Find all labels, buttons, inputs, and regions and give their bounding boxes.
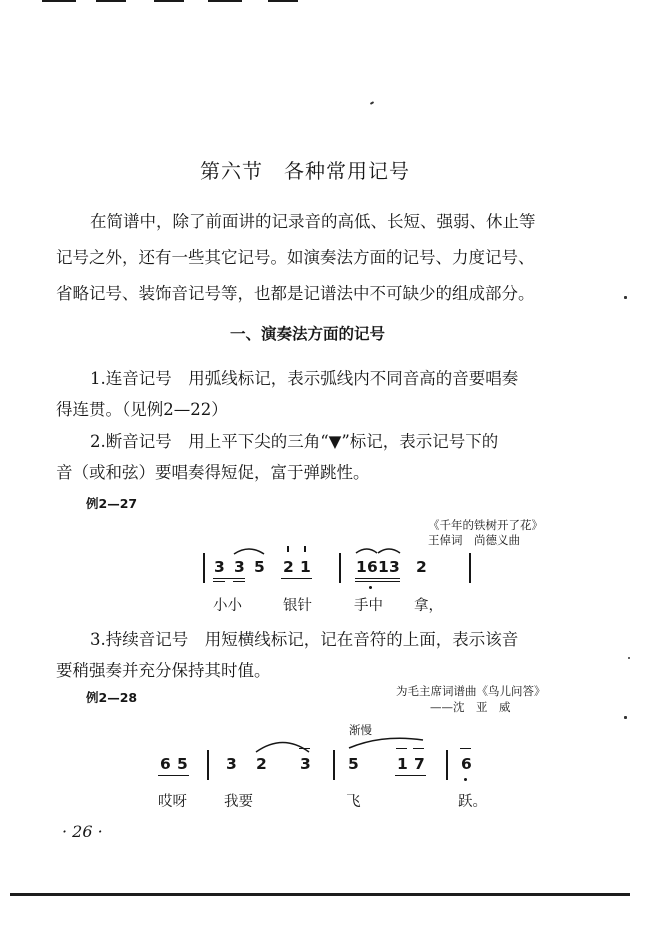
lyric: 银针	[283, 598, 312, 614]
note: 3	[214, 558, 225, 576]
note: 2	[283, 558, 294, 576]
item1-line-1: 1.连音记号 用弧线标记，表示弧线内不同音高的音要唱奏	[90, 369, 519, 388]
note: 5	[177, 755, 188, 773]
subheading: 一、演奏法方面的记号	[230, 325, 386, 343]
lyric: 手中	[354, 598, 383, 614]
slur-arc	[356, 549, 377, 553]
item3-line-2: 要稍强奏并充分保持其时值。	[56, 661, 271, 680]
note: 6	[160, 755, 171, 773]
note: 3	[300, 755, 311, 773]
lyric: 哎呀	[158, 794, 187, 810]
lyric: 拿，	[414, 598, 443, 614]
note: 3	[226, 755, 237, 773]
slur-arc	[349, 738, 423, 748]
note: 1	[356, 558, 367, 576]
slur-arc	[234, 549, 264, 554]
note: 1	[378, 558, 389, 576]
page-number: · 26 ·	[62, 822, 103, 841]
example28-credit: ——沈 亚 威	[430, 700, 511, 714]
item3-line-1: 3.持续音记号 用短横线标记，记在音符的上面，表示该音	[90, 630, 519, 649]
example27-label: 例2—27	[86, 496, 138, 511]
section-title: 第六节 各种常用记号	[200, 159, 410, 183]
note: 2	[416, 558, 427, 576]
note: 6	[461, 755, 472, 773]
tempo-marking: 渐慢	[349, 723, 372, 737]
slur-arc	[256, 743, 309, 753]
item1-line-2: 得连贯。（见例2—22）	[56, 400, 228, 419]
slur-arc	[378, 549, 400, 553]
item2-line-1: 2.断音记号 用上平下尖的三角“▼”标记，表示记号下的	[90, 432, 499, 451]
intro-line-3: 省略记号、装饰音记号等，也都是记谱法中不可缺少的组成部分。	[56, 284, 535, 303]
note: 7	[414, 755, 425, 773]
example27-source: 《千年的铁树开了花》	[428, 518, 543, 532]
note: 5	[348, 755, 359, 773]
note: 3	[389, 558, 400, 576]
lyric: 我要	[224, 794, 253, 810]
item2-line-2: 音（或和弦）要唱奏得短促，富于弹跳性。	[56, 463, 370, 482]
note: 3	[234, 558, 245, 576]
note: 1	[397, 755, 408, 773]
lyric: 飞	[346, 794, 361, 810]
example28-source: 为毛主席词谱曲《鸟儿问答》	[396, 684, 546, 698]
note: 2	[256, 755, 267, 773]
intro-line-2: 记号之外，还有一些其它记号。如演奏法方面的记号、力度记号、	[56, 248, 535, 267]
note: 6	[367, 558, 378, 576]
example27-credit: 王倬词 尚德义曲	[428, 533, 520, 547]
note: 1	[300, 558, 311, 576]
note: 5	[254, 558, 265, 576]
lyric: 小小	[213, 598, 242, 614]
lyric: 跃。	[458, 794, 487, 810]
example28-label: 例2—28	[86, 690, 138, 705]
bottom-rule	[10, 893, 630, 896]
intro-line-1: 在简谱中，除了前面讲的记录音的高低、长短、强弱、休止等	[90, 212, 536, 231]
